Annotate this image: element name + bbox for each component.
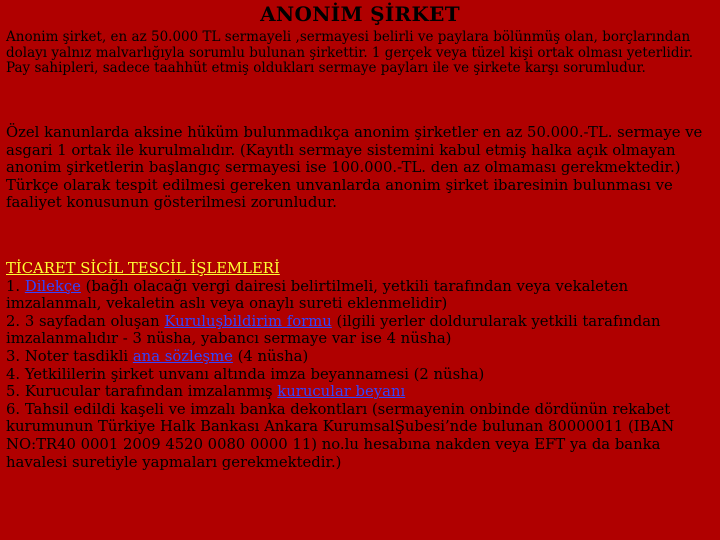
item-text: (4 nüsha) <box>232 347 309 365</box>
item-prefix: 1. <box>6 277 25 295</box>
item-prefix: 3. Noter tasdikli <box>6 347 133 365</box>
registry-section <box>6 260 712 471</box>
item-text: (ilgili yerler doldurularak yetkili tarafından imzalanmalıdır - 3 nüsha, yabancı sermaye var ise 4 nüsha) <box>6 312 661 348</box>
kurulus-bildirim-formu-link[interactable]: Kuruluşbildirim formu <box>164 312 332 330</box>
registry-heading: TİCARET SİCİL TESCİL İŞLEMLERİ <box>6 260 280 277</box>
list-item: 4. Yetkililerin şirket unvanı altında imza beyannamesi (2 nüsha) <box>6 365 485 383</box>
kurucular-beyani-link[interactable]: kurucular beyanı <box>277 383 406 401</box>
list-item <box>6 313 712 348</box>
intro-paragraph <box>6 30 712 77</box>
list-item <box>6 278 712 313</box>
list-item <box>6 348 712 366</box>
item-prefix: 2. 3 sayfadan oluşan <box>6 312 165 330</box>
page-title: ANONİM ŞİRKET <box>260 2 460 26</box>
capital-section <box>6 124 712 212</box>
intro-text: Anonim şirket, en az 50.000 TL sermayeli ,sermayesi belirli ve paylara bölünmüş olan, borçlarından dolayı yalnız malvarlığıyla sorumlu bulunan şirkettir. 1 gerçek veya tüzel kişi ortak olması yeterlidir. Pay sahipleri, sadece taahhüt etmiş oldukları sermaye payları ile ve şirkete karşı sorumludur. <box>6 29 694 76</box>
list-item: 6. Tahsil edildi kaşeli ve imzalı banka dekontları (sermayenin onbinde dördünün rekabet kurumunun Türkiye Halk Bankası Ankara KurumsalŞubesi’nde bulunan 80000011 (IBAN NO:TR40 0001 2009 4520 0080 0000 11) no.lu hesabına nakden veya EFT ya da banka havalesi suretiyle yapmaları gerekmektedir.) <box>6 400 675 471</box>
list-item <box>6 383 712 401</box>
title-requirement-paragraph: Türkçe olarak tespit edilmesi gereken unvanlarda anonim şirket ibaresinin bulunması ve faaliyet konusunun gösterilmesi zorunludur. <box>6 176 673 212</box>
item-text: (bağlı olacağı vergi dairesi belirtilmeli, yetkili tarafından veya vekaleten imzalanmalı, vekaletin aslı veya onaylı sureti eklenmelidir) <box>6 277 629 313</box>
dilekce-link[interactable]: Dilekçe <box>24 277 81 295</box>
capital-paragraph: Özel kanunlarda aksine hüküm bulunmadıkça anonim şirketler en az 50.000.-TL. sermaye ve asgari 1 ortak ile kurulmalıdır. (Kayıtlı sermaye sistemini kabul etmiş halka açık olmayan anonim şirketlerin başlangıç sermayesi ise 100.000.-TL. den az olmaması gerekmektedir.) <box>6 124 703 177</box>
ana-sozlesme-link[interactable]: ana sözleşme <box>132 347 233 365</box>
item-prefix: 5. Kurucular tarafından imzalanmış <box>6 383 278 401</box>
